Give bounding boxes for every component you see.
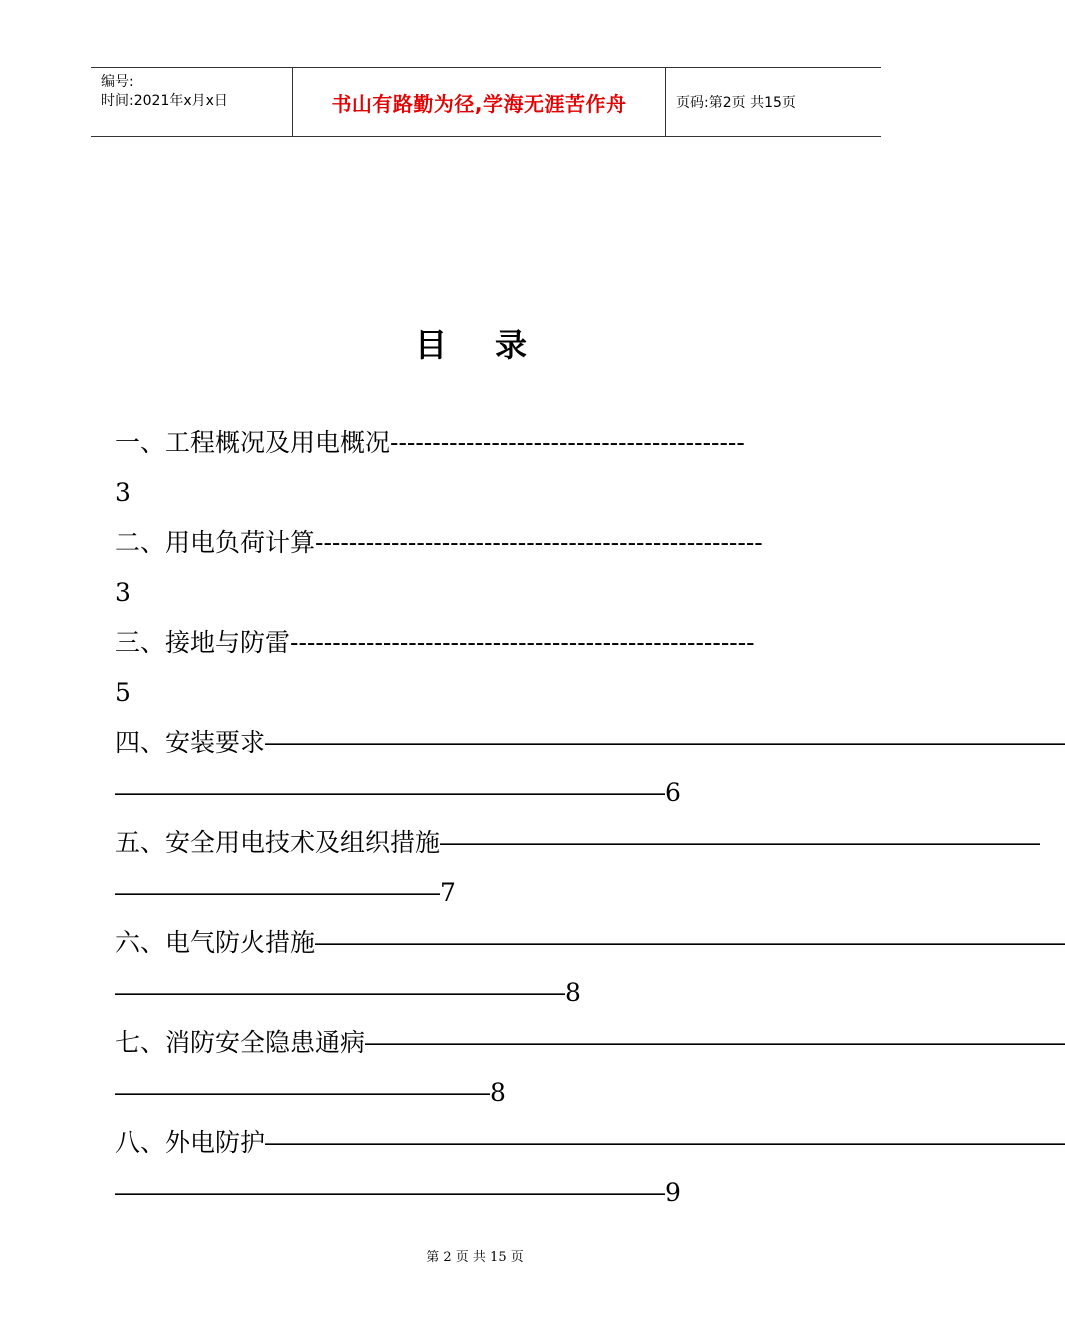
toc-entry-label: 六、电气防火措施 [115, 928, 316, 957]
toc-entry-page: 3 [115, 478, 131, 507]
toc-entry-leader-cont: ―――――――――――――――――――――― [115, 1178, 665, 1207]
toc-entry[interactable] [115, 618, 860, 718]
toc-entry-label: 二、用电负荷计算 [115, 528, 316, 557]
toc-entry[interactable] [115, 818, 1041, 918]
toc-entry-leader: ―――――――――――――――――――――――――――――――― [265, 728, 1065, 757]
toc-entry-leader-cont: ―――――――――――――――――――――― [115, 778, 665, 807]
toc-entry-page: 9 [665, 1178, 681, 1207]
toc-entry-page: 6 [665, 778, 681, 807]
table-of-contents [115, 418, 1065, 1218]
toc-entry[interactable] [115, 918, 1065, 1018]
toc-entry-label: 七、消防安全隐患通病 [115, 1028, 366, 1057]
header-motto-cell [293, 68, 666, 136]
toc-entry[interactable] [115, 418, 860, 518]
toc-entry-leader-cont: ―――――――――――――――――― [115, 978, 565, 1007]
header-page-cell [666, 68, 881, 136]
toc-entry-leader: ―――――――――――――――――――――――――――――― [315, 928, 1065, 957]
number-label: 编号: [101, 74, 134, 90]
toc-entry[interactable] [115, 1118, 1065, 1218]
toc-entry-leader: ―――――――――――――――――――――――――――――――― [265, 1128, 1065, 1157]
toc-entry-leader: ―――――――――――――――――――――――― [440, 828, 1041, 857]
toc-entry-leader: ------------------------------------------------------- [290, 628, 755, 657]
toc-entry-label: 三、接地与防雷 [115, 628, 291, 657]
toc-entry[interactable] [115, 518, 860, 618]
header-meta-cell [91, 68, 293, 136]
motto-text: 书山有路勤为径,学海无涯苦作舟 [331, 91, 627, 116]
toc-entry-label: 八、外电防护 [115, 1128, 266, 1157]
page-title: 目录 [414, 326, 575, 364]
toc-entry-label: 五、安全用电技术及组织措施 [115, 828, 441, 857]
toc-entry[interactable] [115, 718, 1065, 818]
toc-entry-leader: ----------------------------------------------------- [315, 528, 763, 557]
toc-entry-page: 3 [115, 578, 131, 607]
toc-entry-page: 5 [115, 678, 131, 707]
toc-entry-leader: ―――――――――――――――――――――――――――― [365, 1028, 1065, 1057]
toc-entry-page: 7 [440, 878, 456, 907]
toc-entry-label: 四、安装要求 [115, 728, 266, 757]
toc-entry-page: 8 [565, 978, 581, 1007]
toc-entry-page: 8 [490, 1078, 506, 1107]
page-footer: 第 2 页 共 15 页 [426, 1250, 524, 1265]
toc-entry[interactable] [115, 1018, 1065, 1118]
toc-entry-leader: ------------------------------------------ [390, 428, 745, 457]
toc-entry-leader-cont: ――――――――――――― [115, 878, 440, 907]
toc-entry-leader-cont: ――――――――――――――― [115, 1078, 490, 1107]
time-label: 时间:2021年x月x日 [101, 93, 228, 109]
document-header [91, 67, 881, 137]
toc-entry-label: 一、工程概况及用电概况 [115, 428, 391, 457]
page-label: 页码:第2页 共15页 [676, 95, 796, 111]
